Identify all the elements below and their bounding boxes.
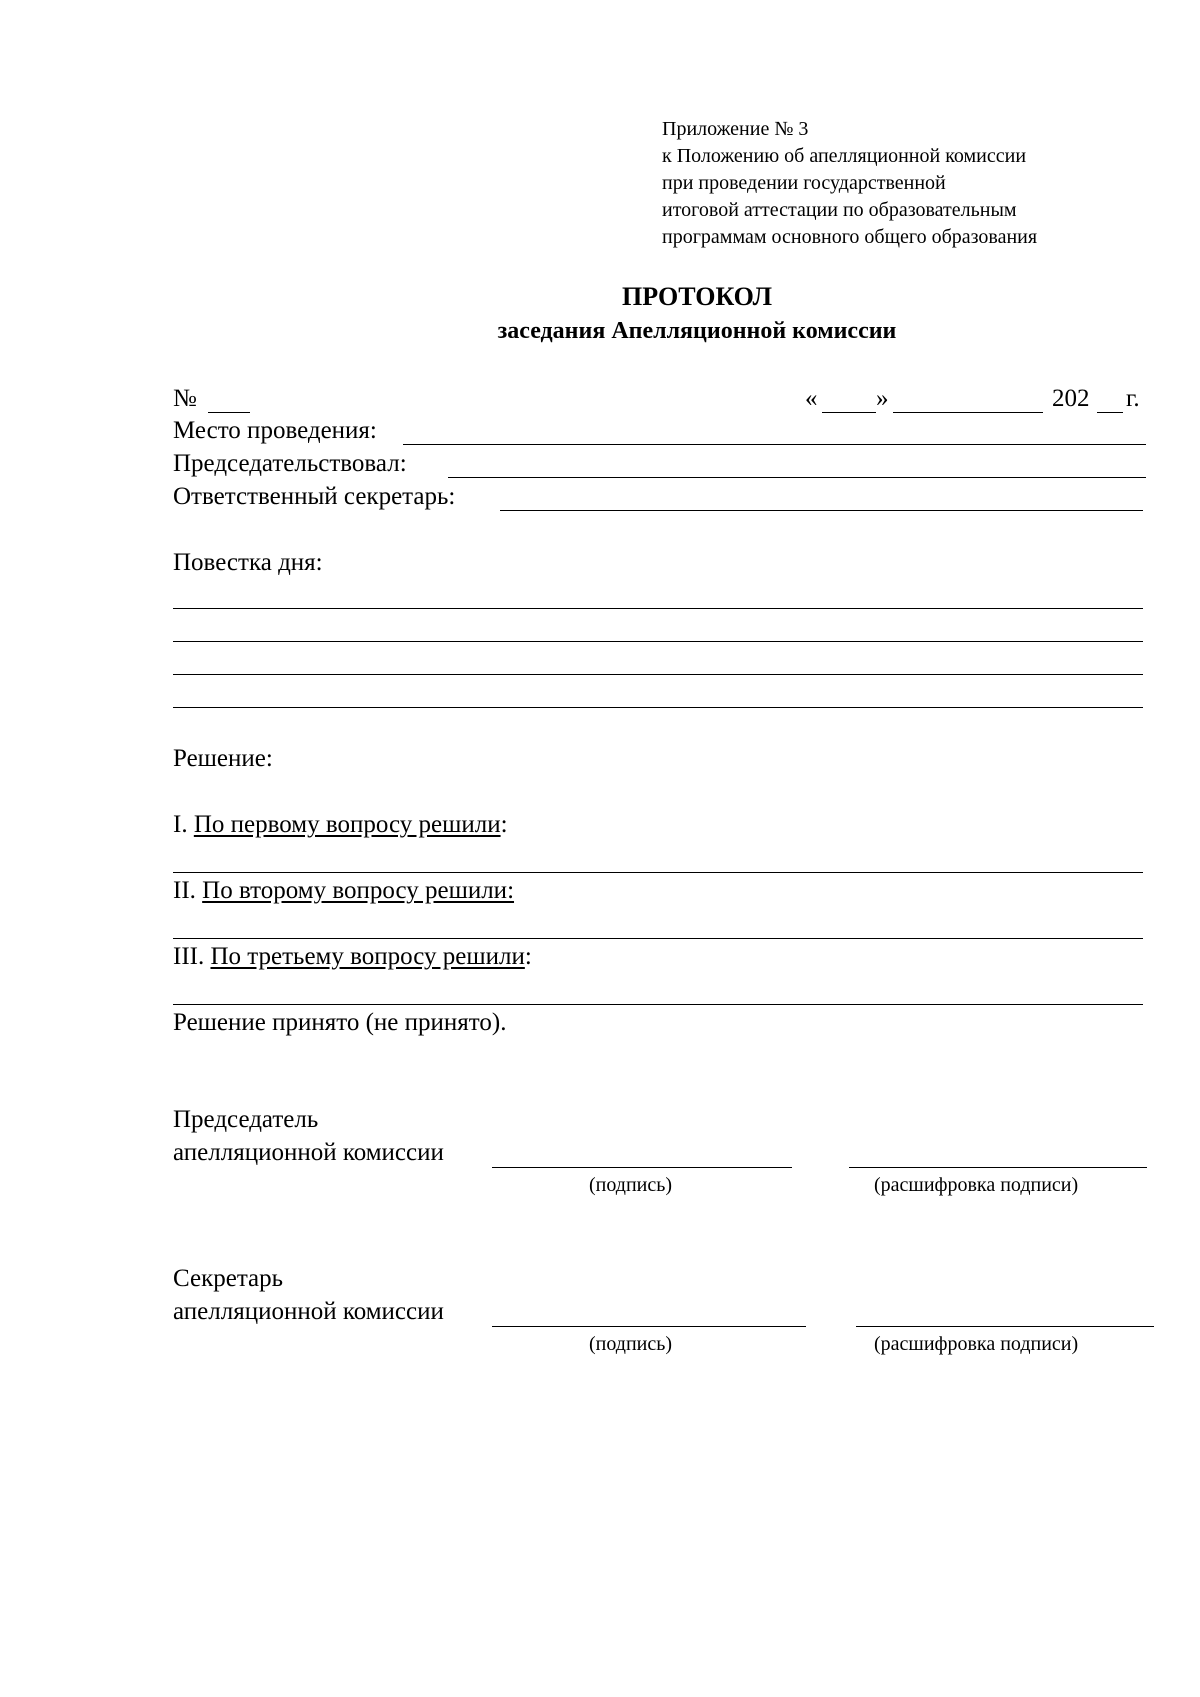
document-subtitle: заседания Апелляционной комиссии	[497, 318, 897, 344]
place-field[interactable]	[403, 444, 1146, 445]
document-title: ПРОТОКОЛ	[622, 282, 772, 311]
chair-signature-caption: (подпись)	[589, 1174, 673, 1196]
date-month-field[interactable]	[893, 412, 1043, 413]
appendix-line: к Положению об апелляционной комиссии	[662, 145, 1027, 167]
secretary-commission: апелляционной комиссии	[173, 1298, 444, 1325]
decision-item-suffix: :	[524, 943, 532, 970]
decision-item-number: II.	[173, 877, 196, 904]
protocol-number-field[interactable]	[208, 412, 250, 413]
chair-role: Председатель	[173, 1106, 319, 1133]
decision-result: Решение принято (не принято).	[173, 1009, 507, 1036]
decision-item-suffix: :	[500, 811, 508, 838]
agenda-line-1[interactable]	[173, 608, 1143, 609]
decision-item-1	[173, 810, 508, 840]
secretary-field[interactable]	[500, 510, 1143, 511]
appendix-line: Приложение № 3	[662, 118, 809, 140]
appendix-line: при проведении государственной	[662, 172, 946, 194]
agenda-line-3[interactable]	[173, 674, 1143, 675]
chair-label: Председательствовал:	[173, 450, 407, 477]
date-year-suffix: г.	[1126, 385, 1140, 412]
appendix-block	[662, 116, 1037, 251]
place-label: Место проведения:	[173, 417, 377, 444]
agenda-line-4[interactable]	[173, 707, 1143, 708]
decision-item-text: По второму вопросу решили:	[202, 877, 515, 904]
decision-item-text: По первому вопросу решили	[193, 811, 501, 838]
date-year-prefix: 202	[1052, 385, 1090, 412]
secretary-signature-caption: (подпись)	[589, 1333, 673, 1355]
secretary-label: Ответственный секретарь:	[173, 483, 456, 510]
decision-3-field[interactable]	[173, 1004, 1143, 1005]
date-day-field[interactable]	[822, 412, 876, 413]
chair-decode-caption: (расшифровка подписи)	[874, 1174, 1079, 1196]
date-open-quote: «	[805, 385, 818, 412]
decision-2-field[interactable]	[173, 938, 1143, 939]
secretary-decode-caption: (расшифровка подписи)	[874, 1333, 1079, 1355]
agenda-line-2[interactable]	[173, 641, 1143, 642]
decision-item-3	[173, 942, 532, 972]
chair-signature-field[interactable]	[492, 1167, 792, 1168]
decision-1-field[interactable]	[173, 872, 1143, 873]
secretary-signature-field[interactable]	[492, 1326, 806, 1327]
appendix-line: программам основного общего образования	[662, 226, 1038, 248]
agenda-label: Повестка дня:	[173, 549, 323, 576]
chair-field[interactable]	[448, 477, 1146, 478]
secretary-decode-field[interactable]	[856, 1326, 1154, 1327]
chair-commission: апелляционной комиссии	[173, 1139, 444, 1166]
chair-decode-field[interactable]	[849, 1167, 1147, 1168]
decision-item-2	[173, 876, 514, 906]
protocol-number-label: №	[173, 385, 197, 412]
decision-item-number: III.	[173, 943, 205, 970]
secretary-role: Секретарь	[173, 1265, 284, 1292]
decision-item-number: I.	[173, 811, 188, 838]
decision-item-text: По третьему вопросу решили	[210, 943, 525, 970]
date-year-field[interactable]	[1097, 412, 1123, 413]
appendix-line: итоговой аттестации по образовательным	[662, 199, 1017, 221]
decision-label: Решение:	[173, 745, 273, 772]
date-close-quote: »	[876, 385, 889, 412]
